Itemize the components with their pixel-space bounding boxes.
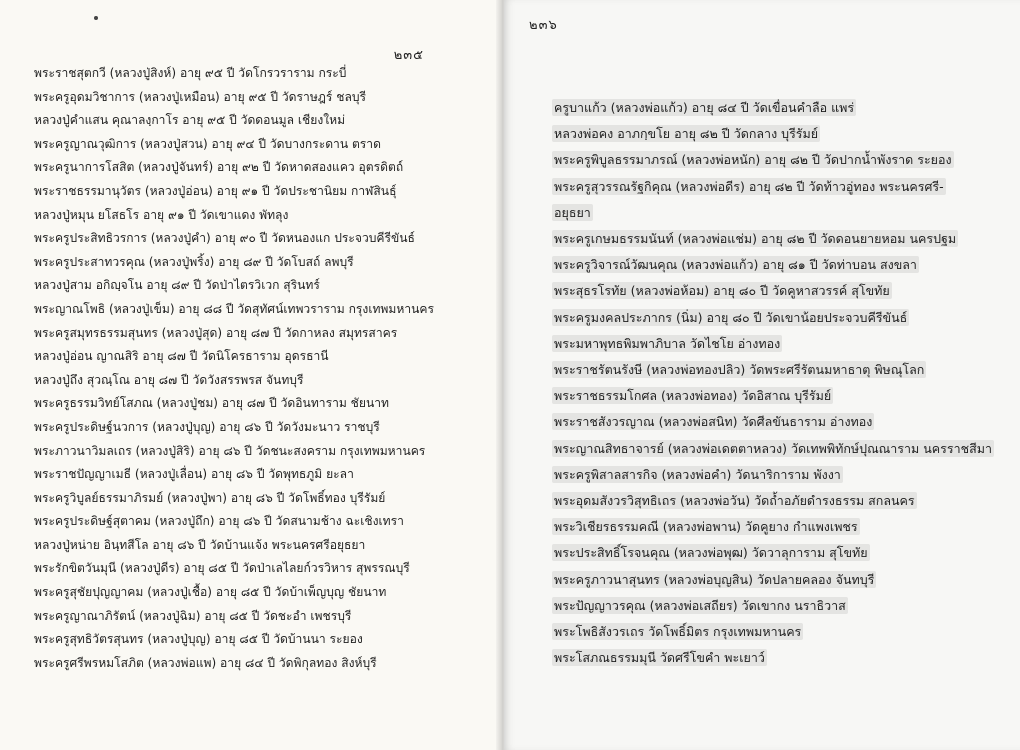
right-line-21 <box>552 619 1008 645</box>
right-line-text: พระวิเชียรธรรมคณี (หลวงพ่อพาน) วัดคูยาง กำแพงเพชร <box>554 519 858 535</box>
right-line-17 <box>552 514 1008 540</box>
right-line-19 <box>552 567 1008 593</box>
right-line-20 <box>552 593 1008 619</box>
right-line-text: พระโสภณธรรมมุนี วัดศรีโขคำ พะเยาว์ <box>554 650 765 666</box>
left-line-12: พระครูสมุทรธรรมสุนทร (หลวงปู่สุด) อายุ ๘๗ ปี วัดกาหลง สมุทรสาคร <box>34 325 398 340</box>
left-line-23: พระครูสุชัยปุญญาคม (หลวงปู่เชื้อ) อายุ ๘๕ ปี วัดบ้าเพ็ญบุญ ชัยนาท <box>34 585 387 600</box>
left-line-8: พระครูประสิทธิวรการ (หลวงปู่คำ) อายุ ๙๐ ปี วัดหนองแก ประจวบคีรีขันธ์ <box>34 231 415 246</box>
right-line-text: พระครูเกษมธรรมนันท์ (หลวงพ่อแช่ม) อายุ ๘๒ ปี วัดดอนยายหอม นครปฐม <box>554 231 957 247</box>
right-line-2 <box>552 121 1008 147</box>
right-line-16 <box>552 488 1008 514</box>
left-line-25: พระครูสุทธิวัตรสุนทร (หลวงปู่บุญ) อายุ ๘๕ ปี วัดบ้านนา ระยอง <box>34 632 363 647</box>
right-line-6 <box>552 226 1008 252</box>
right-line-text: ครูบาแก้ว (หลวงพ่อแก้ว) อายุ ๘๔ ปี วัดเขื่อนคำลือ แพร่ <box>554 100 855 115</box>
right-line-10 <box>552 331 1008 357</box>
right-line-7 <box>552 252 1008 278</box>
right-line-13 <box>552 409 1008 435</box>
right-page-number: ๒๓๖ <box>529 18 558 33</box>
right-line-text: พระครูพิสาลสารกิจ (หลวงพ่อคำ) วัดนาริการาม พังงา <box>554 466 841 482</box>
left-line-7: หลวงปู่หมุน ยโสธโร อายุ ๙๑ ปี วัดเขาแดง พัทลุง <box>34 207 289 222</box>
left-line-10: หลวงปู่สาม อกิญฺจโน อายุ ๘๙ ปี วัดป่าไตรวิเวก สุรินทร์ <box>34 278 320 293</box>
left-line-24: พระครูญาณาภิรัตน์ (หลวงปู่ฉิม) อายุ ๘๕ ปี วัดชะอำ เพชรบุรี <box>34 608 352 623</box>
ink-dot <box>94 16 98 20</box>
right-line-4 <box>552 174 1008 200</box>
left-page <box>0 0 504 750</box>
right-line-text: พระประสิทธิ์โรจนคุณ (หลวงพ่อพุฒ) วัดวาลุการาม สุโขทัย <box>554 545 868 561</box>
right-line-14 <box>552 436 1008 462</box>
left-line-5: พระครูนาการโสสิต (หลวงปู่จันทร์) อายุ ๙๒ ปี วัดหาดสองแคว อุตรดิตถ์ <box>34 160 404 175</box>
right-line-text: พระราชสังวรญาณ (หลวงพ่อสนิท) วัดศีลขันธาราม อ่างทอง <box>554 414 873 430</box>
left-line-20: พระครูประดิษฐ์สุตาคม (หลวงปู่ถึก) อายุ ๘๖ ปี วัดสนามช้าง ฉะเชิงเทรา <box>34 514 404 529</box>
right-line-22 <box>552 645 1008 671</box>
right-line-text: พระมหาพุทธพิมพาภิบาล วัดไชโย อ่างทอง <box>554 335 781 351</box>
left-line-18: พระราชปัญญาเมธี (หลวงปู่เลื่อน) อายุ ๘๖ ปี วัดพุทธภูมิ ยะลา <box>34 467 354 482</box>
right-line-text: พระสุธรโรทัย (หลวงพ่อห้อม) อายุ ๘๐ ปี วัดคูหาสวรรค์ สุโขทัย <box>554 283 890 299</box>
left-line-16: พระครูประดิษฐ์นวการ (หลวงปู่บุญ) อายุ ๘๖ ปี วัดวังมะนาว ราชบุรี <box>34 419 380 434</box>
left-line-9: พระครูประสาทวรคุณ (หลวงปู่พริ้ง) อายุ ๘๙ ปี วัดโบสถ์ ลพบุรี <box>34 254 354 269</box>
left-line-11: พระญาณโพธิ (หลวงปู่เข็ม) อายุ ๘๘ ปี วัดสุทัศน์เทพวราราม กรุงเทพมหานคร <box>34 301 434 316</box>
right-line-text: พระอุดมสังวรวิสุทธิเถร (หลวงพ่อวัน) วัดถ้ำอภัยดำรงธรรม สกลนคร <box>554 493 915 509</box>
left-line-2: พระครูอุดมวิชาการ (หลวงปู่เหมือน) อายุ ๙๕ ปี วัดราษฎร์ ชลบุรี <box>34 89 367 104</box>
right-line-text: พระครูมงคลประภากร (นิ่ม) อายุ ๘๐ ปี วัดเขาน้อยประจวบคีรีขันธ์ <box>554 309 908 325</box>
left-line-3: หลวงปู่คำแสน คุณาลงฺกาโร อายุ ๙๕ ปี วัดดอนมูล เชียงใหม่ <box>34 113 346 128</box>
right-line-1 <box>552 95 1008 121</box>
right-line-text: อยุธยา <box>554 204 591 220</box>
left-line-14: หลวงปู่ถึง สุวณฺโณ อายุ ๘๗ ปี วัดวังสรรพรส จันทบุรี <box>34 372 304 387</box>
left-line-6: พระราชธรรมานุวัตร (หลวงปู่อ่อน) อายุ ๙๑ ปี วัดประชานิยม กาฬสินธุ์ <box>34 183 397 198</box>
right-line-text: พระโพธิสังวรเถร วัดโพธิ์มิตร กรุงเทพมหานคร <box>554 624 802 640</box>
right-line-text: พระราชธรรมโกศล (หลวงพ่อทอง) วัดอิสาณ บุรีรัมย์ <box>554 388 832 404</box>
right-line-text: หลวงพ่อคง อาภกฺขโย อายุ ๘๒ ปี วัดกลาง บุรีรัมย์ <box>554 126 819 142</box>
right-line-12 <box>552 383 1008 409</box>
right-line-text: พระครูสุวรรณรัฐกิคุณ (หลวงพ่อดีร) อายุ ๘๒ ปี วัดท้าวอู่ทอง พระนครศรี- <box>554 178 944 194</box>
left-line-26: พระครูศรีพรหมโสภิต (หลวงพ่อแพ) อายุ ๘๔ ปี วัดพิกุลทอง สิงห์บุรี <box>34 655 377 670</box>
right-line-5 <box>552 200 1008 226</box>
right-line-text: พระครูพิบูลธรรมาภรณ์ (หลวงพ่อหนัก) อายุ ๘๒ ปี วัดปากน้ำพังราด ระยอง <box>554 152 952 168</box>
left-line-13: หลวงปู่อ่อน ญาณสิริ อายุ ๘๗ ปี วัดนิโครธาราม อุดรธานี <box>34 349 329 364</box>
right-line-text: พระครูวิจารณ์วัฒนคุณ (หลวงพ่อแก้ว) อายุ ๘๑ ปี วัดท่าบอน สงขลา <box>554 257 917 273</box>
right-line-15 <box>552 462 1008 488</box>
left-line-21: หลวงปู่หน่าย อินฺทสีโล อายุ ๘๖ ปี วัดบ้านแจ้ง พระนครศรีอยุธยา <box>34 537 366 552</box>
right-line-18 <box>552 540 1008 566</box>
left-line-4: พระครูญาณวุฒิการ (หลวงปู่สวน) อายุ ๙๔ ปี วัดบางกระดาน ตราด <box>34 136 381 151</box>
left-page-lines <box>34 62 494 675</box>
left-line-17: พระภาวนาวิมลเถร (หลวงปู่สิริ) อายุ ๘๖ ปี วัดชนะสงคราม กรุงเทพมหานคร <box>34 443 426 458</box>
right-line-8 <box>552 278 1008 304</box>
right-line-text: พระครูภาวนาสุนทร (หลวงพ่อบุญสิน) วัดปลายคลอง จันทบุรี <box>554 571 875 587</box>
left-line-1: พระราชสุตกวี (หลวงปู่สิงห์) อายุ ๙๕ ปี วัดโกรวราราม กระบี่ <box>34 66 347 80</box>
right-page-lines <box>552 95 1008 671</box>
left-page-number: ๒๓๕ <box>393 48 424 63</box>
right-page <box>504 0 1020 750</box>
right-line-3 <box>552 147 1008 173</box>
right-line-9 <box>552 305 1008 331</box>
left-line-22: พระรักขิตวันมุนี (หลวงปู่ดีร) อายุ ๘๕ ปี วัดป่าเลไลยก์วรวิหาร สุพรรณบุรี <box>34 561 410 576</box>
left-line-15: พระครูธรรมวิทย์โสภณ (หลวงปู่ชม) อายุ ๘๗ ปี วัดอินทาราม ชัยนาท <box>34 396 390 411</box>
left-line-19: พระครูวิบูลย์ธรรมาภิรมย์ (หลวงปู่พา) อายุ ๘๖ ปี วัดโพธิ์ทอง บุรีรัมย์ <box>34 490 386 505</box>
right-line-text: พระราชรัตนรังษี (หลวงพ่อทองปลิว) วัดพระศรีรัตนมหาธาตุ พิษณุโลก <box>554 362 925 378</box>
right-line-11 <box>552 357 1008 383</box>
right-line-text: พระปัญญาวรคุณ (หลวงพ่อเสถียร) วัดเขากง นราธิวาส <box>554 597 846 613</box>
right-line-text: พระญาณสิทธาจารย์ (หลวงพ่อเดตตาหลวง) วัดเทพพิทักษ์ปุณณาราม นครราชสีมา <box>554 440 992 456</box>
